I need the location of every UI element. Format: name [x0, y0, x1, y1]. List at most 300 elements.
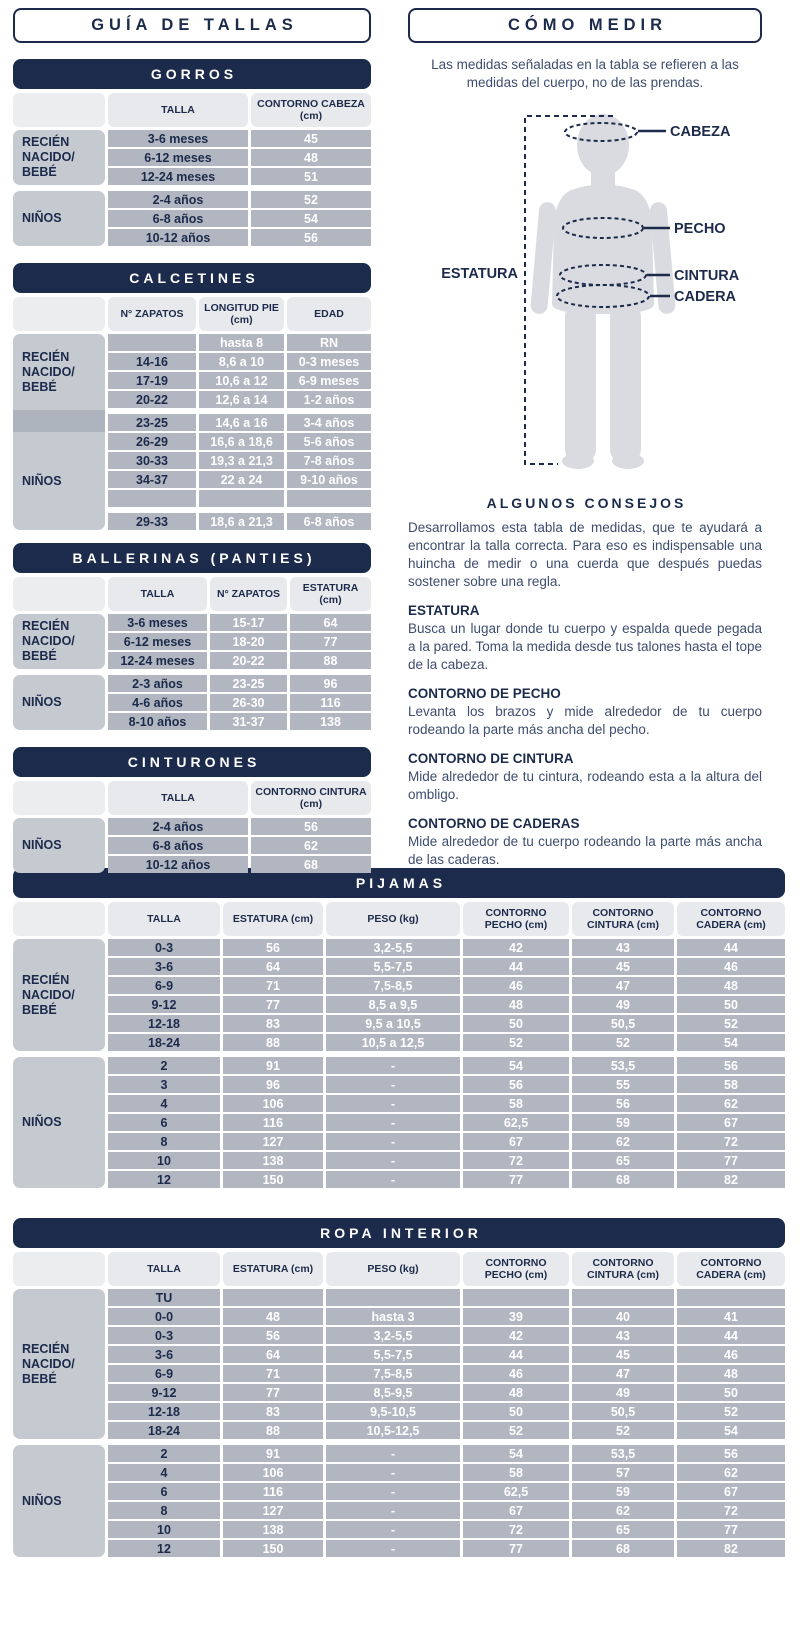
- table-header-row: [13, 93, 371, 127]
- column-header: N° ZAPATOS: [108, 297, 196, 331]
- row-group-label: RECIÉN NACIDO/ BEBÉ: [13, 939, 105, 1051]
- header-columns: [108, 902, 785, 936]
- table-cell: 20-22: [210, 652, 287, 669]
- table-cell: 54: [677, 1422, 785, 1439]
- row-group-label: RECIÉN NACIDO/ BEBÉ: [13, 1289, 105, 1439]
- table-cell: 6: [108, 1483, 220, 1500]
- table-cell: 67: [463, 1133, 569, 1150]
- header-placeholder: [13, 297, 105, 331]
- table-cell: -: [326, 1521, 460, 1538]
- como-medir-intro: Las medidas señaladas en la tabla se refieren a las medidas del cuerpo, no de las prendas.: [431, 57, 739, 91]
- advice-estatura: [408, 603, 762, 674]
- table-cell: 46: [463, 977, 569, 994]
- header-placeholder: [13, 577, 105, 611]
- row-group: [108, 675, 371, 730]
- table-cell: 7,5-8,5: [326, 1365, 460, 1382]
- table-row: [108, 1365, 785, 1382]
- table-cell: 10,5 a 12,5: [326, 1034, 460, 1051]
- gorros-section-bar: GORROS: [13, 59, 371, 89]
- column-header: PESO (kg): [326, 1252, 460, 1286]
- column-header: CONTORNO CADERA (cm): [677, 902, 785, 936]
- table-cell: 116: [223, 1114, 323, 1131]
- table-cell: 56: [572, 1095, 674, 1112]
- table-cell: 10-12 años: [108, 856, 248, 873]
- table-cell: 50: [463, 1403, 569, 1420]
- calcetines-table: [13, 297, 371, 530]
- advice-pecho: [408, 686, 762, 739]
- table-cell: 72: [677, 1133, 785, 1150]
- gorros-table: [13, 93, 371, 246]
- row-groups: [108, 334, 371, 530]
- cinturones-table: [13, 781, 371, 873]
- row-group: [108, 939, 785, 1051]
- column-header: TALLA: [108, 577, 207, 611]
- row-group-label: NIÑOS: [13, 818, 105, 873]
- table-row: [108, 414, 371, 431]
- table-cell: 8: [108, 1133, 220, 1150]
- table-cell: -: [326, 1076, 460, 1093]
- table-row: [108, 1114, 785, 1131]
- table-cell: 67: [463, 1502, 569, 1519]
- table-group: [13, 818, 371, 873]
- table-cell: 77: [463, 1540, 569, 1557]
- body-measure-diagram: [408, 106, 760, 474]
- table-cell: 44: [463, 958, 569, 975]
- table-cell: 34-37: [108, 471, 196, 488]
- table-cell: 3-6: [108, 1346, 220, 1363]
- table-row: [108, 977, 785, 994]
- table-cell: -: [326, 1540, 460, 1557]
- table-cell: 4-6 años: [108, 694, 207, 711]
- column-header: N° ZAPATOS: [210, 577, 287, 611]
- header-columns: [108, 93, 371, 127]
- table-group: [13, 130, 371, 185]
- cadera-label: CADERA: [674, 289, 737, 306]
- column-header: TALLA: [108, 902, 220, 936]
- table-cell: 12-18: [108, 1403, 220, 1420]
- table-cell: 53,5: [572, 1057, 674, 1074]
- table-cell: 58: [677, 1076, 785, 1093]
- ballerinas-table: [13, 577, 371, 730]
- table-cell: 83: [223, 1403, 323, 1420]
- table-cell: 116: [290, 694, 371, 711]
- table-cell: 3-6 meses: [108, 130, 248, 147]
- advice-heading: CONTORNO DE CADERAS: [408, 815, 580, 831]
- table-cell: -: [326, 1502, 460, 1519]
- table-cell: 8: [108, 1502, 220, 1519]
- cinturones-section-bar: CINTURONES: [13, 747, 371, 777]
- table-cell: 91: [223, 1057, 323, 1074]
- table-cell: 45: [572, 958, 674, 975]
- table-row: [108, 694, 371, 711]
- table-row: [108, 191, 371, 208]
- table-row: [108, 433, 371, 450]
- table-cell: 2: [108, 1057, 220, 1074]
- advice-caderas: [408, 816, 762, 869]
- table-cell: 54: [251, 210, 371, 227]
- table-cell: 138: [223, 1521, 323, 1538]
- table-cell: 150: [223, 1540, 323, 1557]
- table-cell: 3-4 años: [287, 414, 371, 431]
- table-cell: 10: [108, 1521, 220, 1538]
- advice-text: Mide alrededor de tu cintura, rodeando esta a la altura del ombligo.: [408, 769, 762, 802]
- table-cell: 29-33: [108, 513, 196, 530]
- table-cell: 50,5: [572, 1403, 674, 1420]
- table-cell: [108, 490, 196, 507]
- table-cell: 18-20: [210, 633, 287, 650]
- table-row: [108, 391, 371, 408]
- table-row: [108, 1076, 785, 1093]
- table-cell: 72: [463, 1521, 569, 1538]
- table-cell: 16,6 a 18,6: [199, 433, 284, 450]
- table-cell: 6-8 años: [108, 210, 248, 227]
- table-cell: 44: [463, 1346, 569, 1363]
- table-cell: hasta 8: [199, 334, 284, 351]
- table-cell: 88: [223, 1422, 323, 1439]
- table-cell: 5-6 años: [287, 433, 371, 450]
- table-cell: 52: [463, 1422, 569, 1439]
- table-row: [108, 1133, 785, 1150]
- table-cell: 72: [463, 1152, 569, 1169]
- advice-text: Busca un lugar donde tu cuerpo y espalda quede pegada a la pared. Toma la medida desde tus talones hasta el tope de la cabeza.: [408, 621, 762, 673]
- table-cell: 55: [572, 1076, 674, 1093]
- table-cell: 45: [572, 1346, 674, 1363]
- table-cell: 46: [463, 1365, 569, 1382]
- table-row: [108, 1308, 785, 1325]
- table-cell: 18,6 a 21,3: [199, 513, 284, 530]
- table-cell: 10: [108, 1152, 220, 1169]
- row-group: [108, 513, 371, 530]
- table-row: [108, 1327, 785, 1344]
- table-row: [108, 633, 371, 650]
- table-cell: 2-3 años: [108, 675, 207, 692]
- table-cell: [287, 490, 371, 507]
- cabeza-label: CABEZA: [670, 124, 731, 141]
- table-cell: 138: [290, 713, 371, 730]
- table-cell: 116: [223, 1483, 323, 1500]
- row-group: [108, 130, 371, 185]
- table-cell: 56: [251, 229, 371, 246]
- table-cell: 48: [223, 1308, 323, 1325]
- table-cell: 40: [572, 1308, 674, 1325]
- consejos-text: Desarrollamos esta tabla de medidas, que te ayudará a encontrar la talla correcta. Para eso es indispensable una huincha de medir o una cuerda que después puedas sostener sobre una regla.: [408, 520, 762, 590]
- table-cell: 88: [290, 652, 371, 669]
- table-cell: 44: [677, 939, 785, 956]
- table-row: [108, 452, 371, 469]
- left-column: [13, 0, 371, 873]
- table-row: [108, 1015, 785, 1032]
- table-cell: 106: [223, 1464, 323, 1481]
- table-cell: 56: [677, 1057, 785, 1074]
- table-row: [108, 614, 371, 631]
- ballerinas-section-bar: BALLERINAS (PANTIES): [13, 543, 371, 573]
- advice-heading: ESTATURA: [408, 603, 480, 619]
- table-row: [108, 1403, 785, 1420]
- table-cell: 77: [223, 1384, 323, 1401]
- table-body: [13, 334, 371, 530]
- row-group: [108, 1057, 785, 1188]
- table-cell: -: [326, 1483, 460, 1500]
- table-cell: 8-10 años: [108, 713, 207, 730]
- table-row: [108, 1502, 785, 1519]
- table-cell: 64: [223, 1346, 323, 1363]
- table-cell: 54: [463, 1445, 569, 1462]
- table-group: [13, 614, 371, 669]
- table-cell: 1-2 años: [287, 391, 371, 408]
- table-cell: 56: [223, 1327, 323, 1344]
- table-cell: TU: [108, 1289, 220, 1306]
- table-cell: 8,5 a 9,5: [326, 996, 460, 1013]
- table-cell: 82: [677, 1540, 785, 1557]
- table-cell: 23-25: [108, 414, 196, 431]
- table-cell: 50: [677, 996, 785, 1013]
- table-cell: 82: [677, 1171, 785, 1188]
- column-header: CONTORNO CINTURA (cm): [572, 902, 674, 936]
- table-cell: 62: [572, 1502, 674, 1519]
- table-cell: 58: [463, 1095, 569, 1112]
- table-cell: 59: [572, 1483, 674, 1500]
- section-gorros: [13, 59, 371, 246]
- table-row: [108, 837, 371, 854]
- table-cell: 18-24: [108, 1034, 220, 1051]
- table-cell: 50: [463, 1015, 569, 1032]
- table-cell: 47: [572, 1365, 674, 1382]
- consejos-heading: ALGUNOS CONSEJOS: [486, 495, 687, 512]
- row-group: [108, 1445, 785, 1557]
- table-cell: [199, 490, 284, 507]
- table-row: [108, 652, 371, 669]
- column-header: PESO (kg): [326, 902, 460, 936]
- table-cell: 3-6: [108, 958, 220, 975]
- table-cell: [677, 1289, 785, 1306]
- advice-heading: CONTORNO DE CINTURA: [408, 751, 574, 767]
- table-cell: 72: [677, 1502, 785, 1519]
- advice-text: Levanta los brazos y mide alrededor de tu cuerpo rodeando la parte más ancha del pecho.: [408, 704, 762, 738]
- table-cell: 12-24 meses: [108, 652, 207, 669]
- table-cell: 9-10 años: [287, 471, 371, 488]
- table-cell: 39: [463, 1308, 569, 1325]
- table-cell: 43: [572, 939, 674, 956]
- header-columns: [108, 297, 371, 331]
- table-cell: 77: [223, 996, 323, 1013]
- calcetines-section-bar: CALCETINES: [13, 263, 371, 293]
- section-calcetines: [13, 263, 371, 530]
- table-cell: 46: [677, 958, 785, 975]
- table-row: [108, 1095, 785, 1112]
- table-row: [108, 1384, 785, 1401]
- table-row: [108, 372, 371, 389]
- table-row: [108, 334, 371, 351]
- table-cell: 53,5: [572, 1445, 674, 1462]
- table-header-row: [13, 297, 371, 331]
- advice-heading: CONTORNO DE PECHO: [408, 686, 561, 702]
- row-group-label: NIÑOS: [13, 675, 105, 730]
- header-placeholder: [13, 902, 105, 936]
- row-group-label: NIÑOS: [13, 1057, 105, 1188]
- table-cell: 17-19: [108, 372, 196, 389]
- table-cell: 20-22: [108, 391, 196, 408]
- table-cell: 56: [677, 1445, 785, 1462]
- table-cell: 62,5: [463, 1114, 569, 1131]
- table-header-row: [13, 1252, 785, 1286]
- table-cell: 48: [677, 977, 785, 994]
- table-header-row: [13, 781, 371, 815]
- table-cell: 9,5-10,5: [326, 1403, 460, 1420]
- table-cell: 6-12 meses: [108, 633, 207, 650]
- table-group: [13, 939, 785, 1051]
- table-cell: 48: [463, 996, 569, 1013]
- column-header: ESTATURA (cm): [223, 902, 323, 936]
- table-cell: 52: [677, 1015, 785, 1032]
- table-cell: 52: [251, 191, 371, 208]
- table-cell: 3,2-5,5: [326, 939, 460, 956]
- row-group-divider: [13, 410, 105, 432]
- column-header: CONTORNO PECHO (cm): [463, 1252, 569, 1286]
- table-cell: 49: [572, 1384, 674, 1401]
- table-cell: 26-29: [108, 433, 196, 450]
- table-cell: hasta 3: [326, 1308, 460, 1325]
- table-row: [108, 1445, 785, 1462]
- table-row: [108, 130, 371, 147]
- column-header: CONTORNO CINTURA (cm): [572, 1252, 674, 1286]
- table-cell: 71: [223, 977, 323, 994]
- table-cell: 14,6 a 16: [199, 414, 284, 431]
- table-cell: 0-0: [108, 1308, 220, 1325]
- table-cell: 56: [463, 1076, 569, 1093]
- row-group: [108, 818, 371, 873]
- table-cell: 9,5 a 10,5: [326, 1015, 460, 1032]
- table-cell: 62: [251, 837, 371, 854]
- table-cell: 7-8 años: [287, 452, 371, 469]
- table-cell: 48: [251, 149, 371, 166]
- column-header: LONGITUD PIE (cm): [199, 297, 284, 331]
- table-cell: 65: [572, 1521, 674, 1538]
- row-group-label-bottom: NIÑOS: [22, 473, 62, 488]
- table-cell: 22 a 24: [199, 471, 284, 488]
- table-group: [13, 675, 371, 730]
- table-cell: 12,6 a 14: [199, 391, 284, 408]
- column-header: TALLA: [108, 93, 248, 127]
- table-cell: 12-24 meses: [108, 168, 248, 185]
- table-cell: 106: [223, 1095, 323, 1112]
- table-cell: 0-3: [108, 1327, 220, 1344]
- table-cell: 18-24: [108, 1422, 220, 1439]
- ropa-interior-section-bar: ROPA INTERIOR: [13, 1218, 785, 1248]
- table-row: [108, 1483, 785, 1500]
- cintura-label: CINTURA: [674, 268, 740, 285]
- table-cell: 62,5: [463, 1483, 569, 1500]
- table-cell: 88: [223, 1034, 323, 1051]
- table-cell: 19,3 a 21,3: [199, 452, 284, 469]
- table-row: [108, 675, 371, 692]
- table-cell: 62: [572, 1133, 674, 1150]
- table-row: [108, 168, 371, 185]
- table-cell: 9-12: [108, 996, 220, 1013]
- table-cell: 127: [223, 1502, 323, 1519]
- table-cell: 8,5-9,5: [326, 1384, 460, 1401]
- table-cell: 6-8 años: [287, 513, 371, 530]
- header-columns: [108, 781, 371, 815]
- table-cell: 77: [463, 1171, 569, 1188]
- column-header: ESTATURA (cm): [290, 577, 371, 611]
- table-cell: -: [326, 1152, 460, 1169]
- table-cell: 62: [677, 1464, 785, 1481]
- table-cell: 14-16: [108, 353, 196, 370]
- table-cell: 3-6 meses: [108, 614, 207, 631]
- table-cell: -: [326, 1171, 460, 1188]
- table-row: [108, 1346, 785, 1363]
- table-cell: 12-18: [108, 1015, 220, 1032]
- table-cell: 2-4 años: [108, 818, 248, 835]
- table-cell: 7,5-8,5: [326, 977, 460, 994]
- table-cell: 77: [290, 633, 371, 650]
- table-cell: 59: [572, 1114, 674, 1131]
- row-group-label: NIÑOS: [13, 191, 105, 246]
- table-cell: 26-30: [210, 694, 287, 711]
- table-cell: 31-37: [210, 713, 287, 730]
- table-cell: 50,5: [572, 1015, 674, 1032]
- row-group: [108, 414, 371, 507]
- table-cell: 56: [223, 939, 323, 956]
- table-row: [108, 713, 371, 730]
- column-header: ESTATURA (cm): [223, 1252, 323, 1286]
- table-cell: -: [326, 1095, 460, 1112]
- table-cell: 43: [572, 1327, 674, 1344]
- row-group-label: NIÑOS: [13, 1445, 105, 1557]
- column-header: CONTORNO CABEZA (cm): [251, 93, 371, 127]
- table-cell: 150: [223, 1171, 323, 1188]
- table-row: [108, 1289, 785, 1306]
- ropa-interior-table: [13, 1252, 785, 1557]
- table-cell: 64: [290, 614, 371, 631]
- column-header: TALLA: [108, 1252, 220, 1286]
- table-cell: 42: [463, 1327, 569, 1344]
- table-row: [108, 490, 371, 507]
- table-row: [108, 1521, 785, 1538]
- row-group: [108, 191, 371, 246]
- column-header: CONTORNO PECHO (cm): [463, 902, 569, 936]
- header-columns: [108, 577, 371, 611]
- table-row: [108, 210, 371, 227]
- table-cell: 51: [251, 168, 371, 185]
- row-group-label: RECIÉN NACIDO/ BEBÉ: [13, 614, 105, 669]
- table-cell: [326, 1289, 460, 1306]
- table-row: [108, 1171, 785, 1188]
- table-cell: 3: [108, 1076, 220, 1093]
- row-group-label: [13, 334, 105, 530]
- advice-cintura: [408, 751, 762, 804]
- table-cell: [463, 1289, 569, 1306]
- table-row: [108, 353, 371, 370]
- advice-text: Mide alrededor de tu cuerpo rodeando la parte más ancha de las caderas.: [408, 833, 762, 867]
- table-row: [108, 513, 371, 530]
- table-cell: 67: [677, 1114, 785, 1131]
- table-cell: 10-12 años: [108, 229, 248, 246]
- row-group: [108, 1289, 785, 1439]
- column-header: EDAD: [287, 297, 371, 331]
- table-cell: 54: [677, 1034, 785, 1051]
- table-row: [108, 149, 371, 166]
- table-cell: 77: [677, 1152, 785, 1169]
- table-cell: 47: [572, 977, 674, 994]
- header-placeholder: [13, 781, 105, 815]
- table-cell: 6-9: [108, 1365, 220, 1382]
- table-group: [13, 1445, 785, 1557]
- table-cell: -: [326, 1445, 460, 1462]
- table-cell: 49: [572, 996, 674, 1013]
- table-cell: 5,5-7,5: [326, 1346, 460, 1363]
- table-cell: 68: [572, 1171, 674, 1188]
